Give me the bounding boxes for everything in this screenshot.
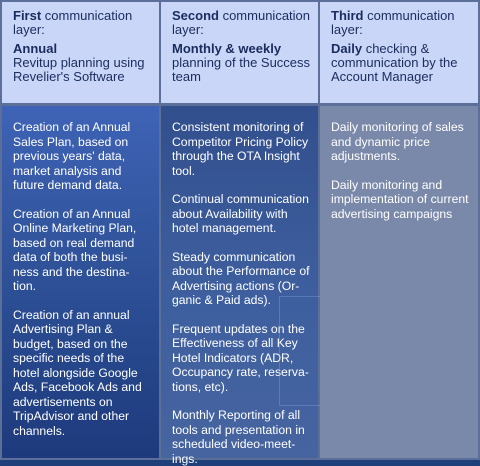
list-item: Creation of an annual Advertising Plan & budget, based on the specific needs of the hotel alongside Google Ads, Facebook Ads and advertisements on TripAdvisor and other channels. bbox=[13, 307, 142, 438]
layer-label: First communication layer: bbox=[13, 8, 133, 37]
list-item: Steady communication about the Performance of Advertising actions (Or-ganic & Paid ads). bbox=[172, 249, 310, 307]
list-item: Frequent updates on the Effectiveness of all Key Hotel Indicators (ADR, Occupancy rate, reserva-tions, etc). bbox=[172, 321, 309, 394]
layer-subtitle: checking & communication by the Account Manager bbox=[331, 41, 458, 84]
column-second-layer bbox=[161, 0, 318, 466]
list-item: Creation of an Annual Sales Plan, based on previous years' data, market analysis and future demand data. bbox=[13, 120, 131, 192]
layer-subtitle: Revitup planning using Revelier's Software bbox=[13, 55, 145, 84]
layer-title-bold: Annual bbox=[13, 41, 58, 56]
layer-label: Second communication layer: bbox=[172, 8, 311, 37]
column-first-layer bbox=[2, 0, 159, 460]
list-item: Continual communication about Availability with hotel management. bbox=[172, 192, 309, 235]
column-header bbox=[320, 2, 478, 103]
column-header bbox=[2, 2, 159, 103]
layer-title bbox=[172, 42, 312, 84]
layer-label: Third communication layer: bbox=[331, 8, 455, 37]
layer-title-bold: Monthly & weekly bbox=[172, 41, 282, 56]
list-item: Monthly Reporting of all tools and presentation in scheduled video-meet-ings. bbox=[172, 408, 305, 466]
layer-title bbox=[13, 42, 153, 84]
column-body bbox=[161, 106, 318, 466]
list-item: Daily monitoring of sales and dynamic price adjustments. bbox=[331, 120, 464, 163]
layer-subtitle: planning of the Success team bbox=[172, 55, 311, 84]
list-item: Daily monitoring and implementation of current advertising campaigns bbox=[331, 177, 469, 221]
layer-title bbox=[331, 42, 472, 84]
list-item: Consistent monitoring of Competitor Pricing Policy through the OTA Insight tool. bbox=[172, 120, 309, 178]
column-body bbox=[2, 106, 159, 458]
list-item: Creation of an Annual Online Marketing Plan, based on real demand data of both the busi-ness and the destina-tion. bbox=[13, 206, 137, 293]
layer-title-bold: Daily bbox=[331, 41, 363, 56]
column-header bbox=[161, 2, 318, 103]
column-body bbox=[320, 106, 478, 458]
column-third-layer bbox=[320, 0, 478, 460]
